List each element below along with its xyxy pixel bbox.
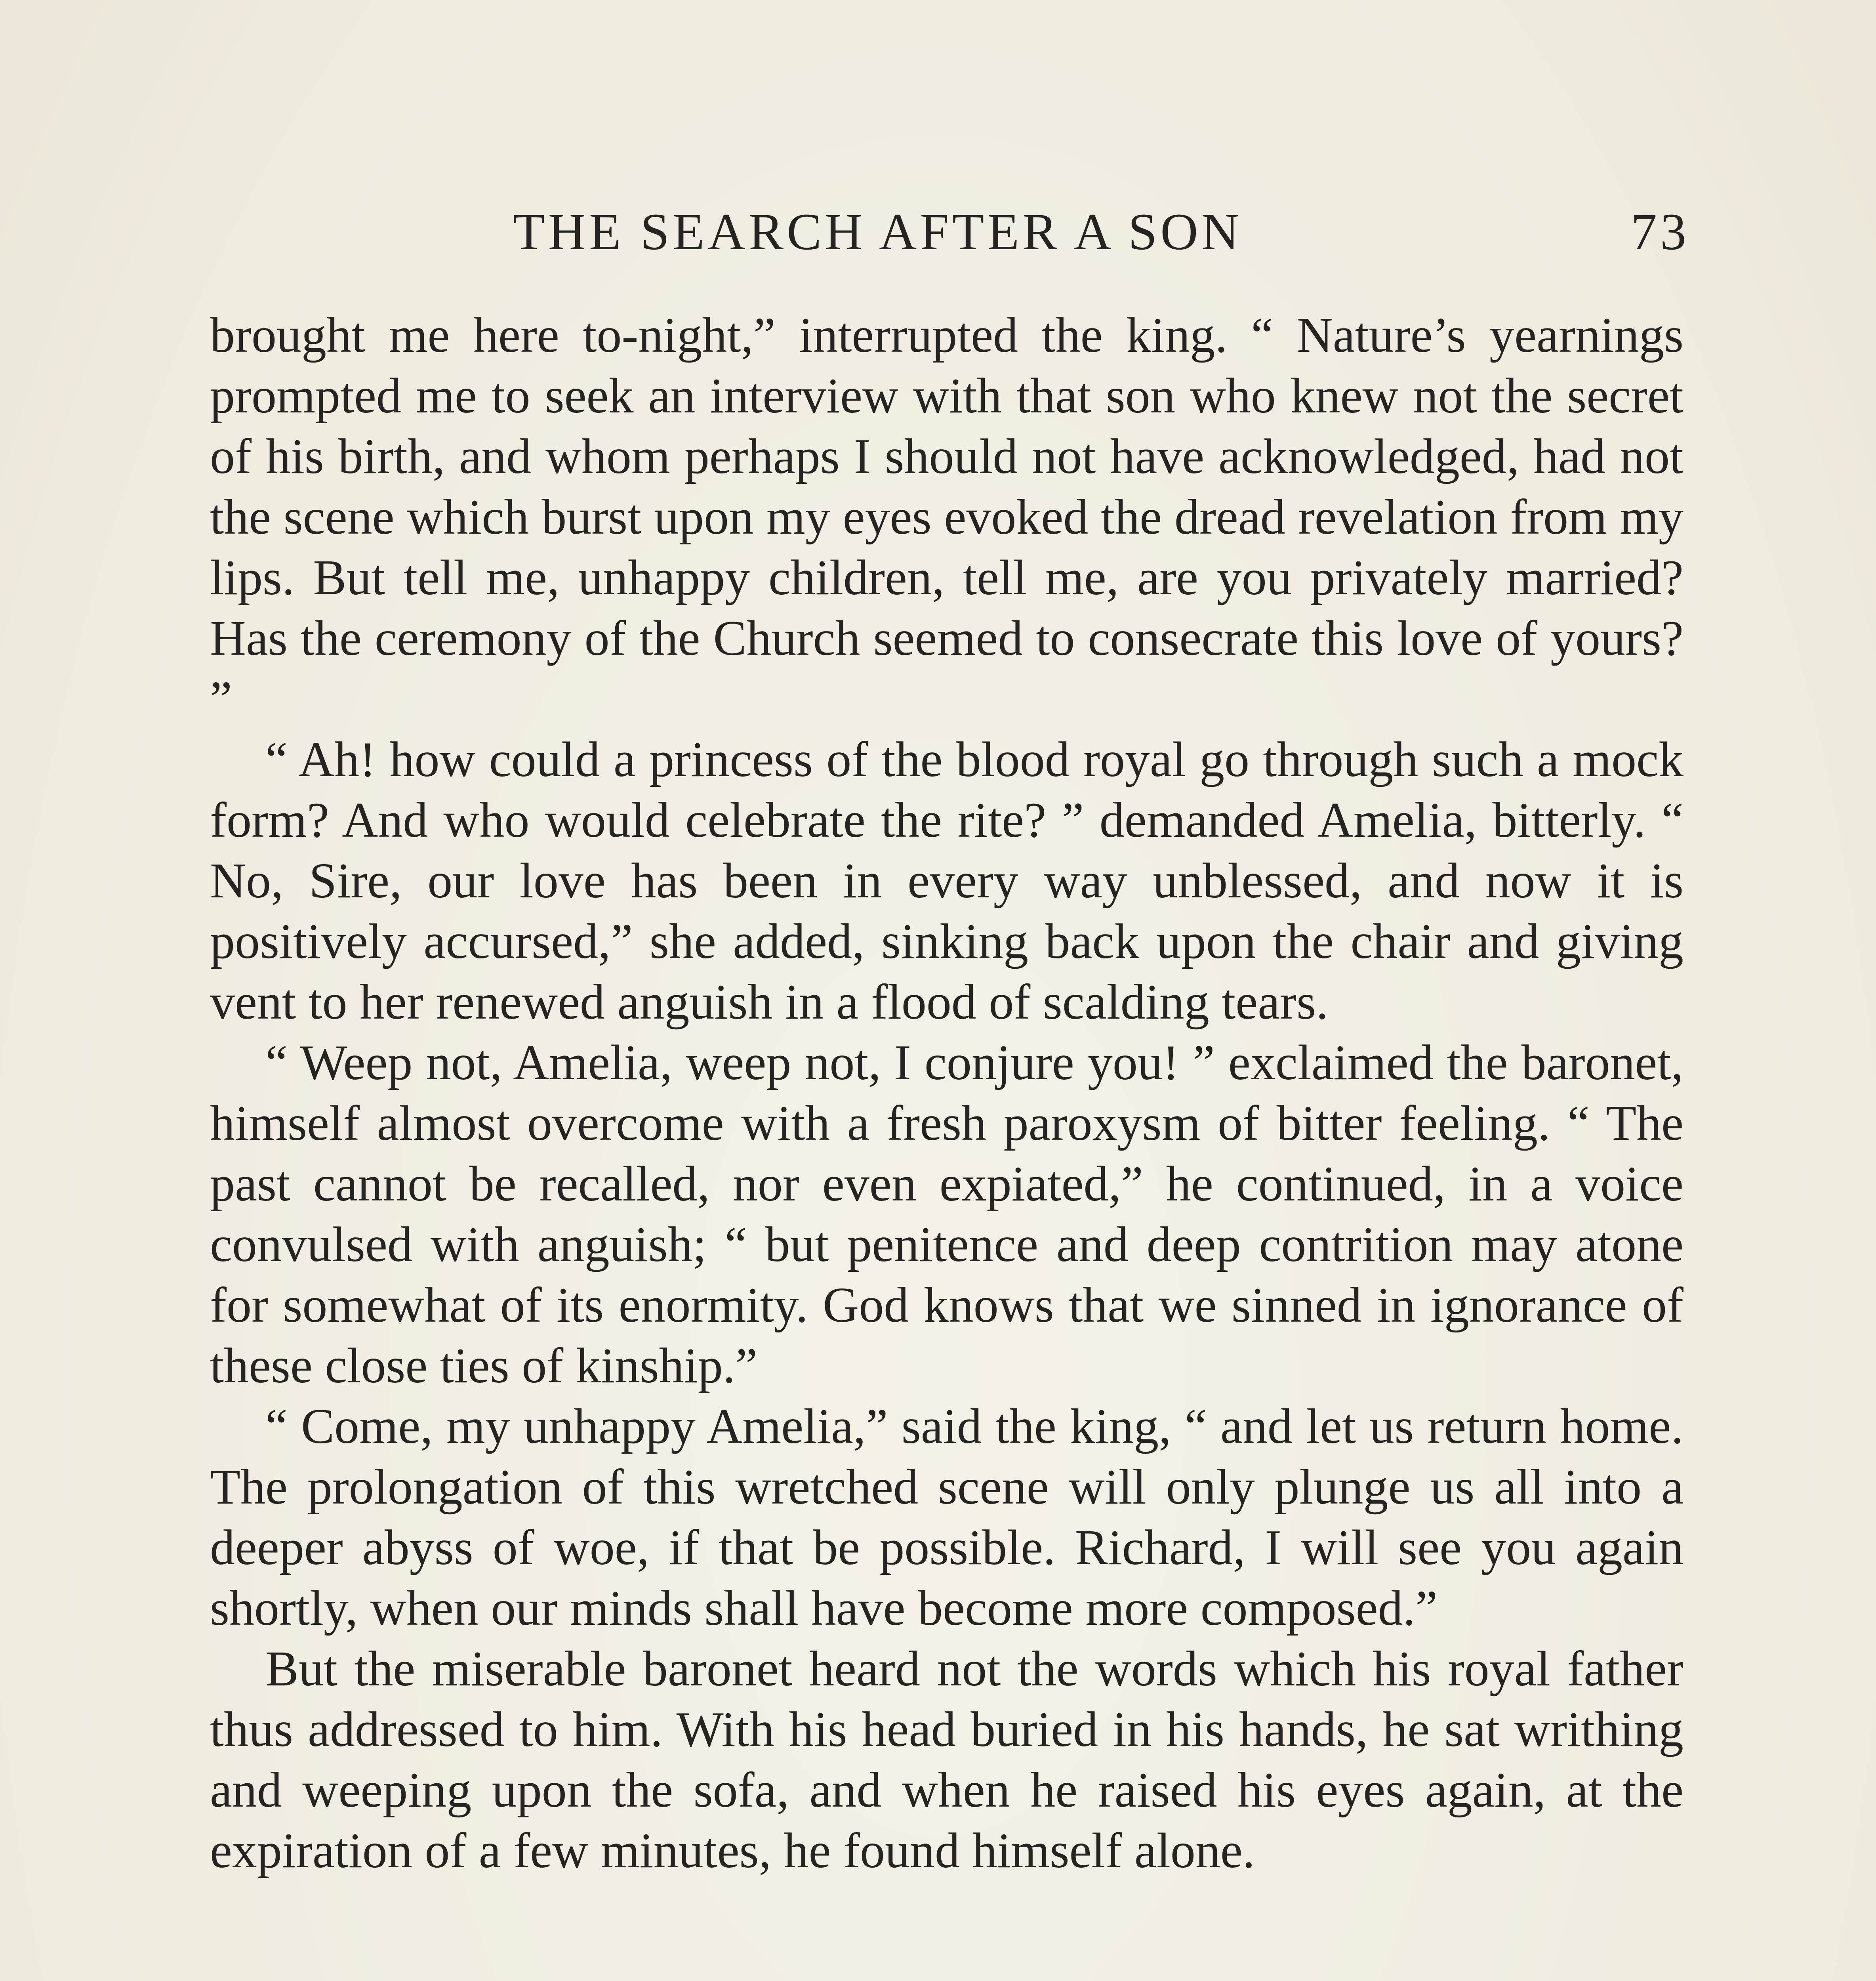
paragraph-1: brought me here to-night,” interrupted the king. “ Nature’s yearnings prompted me to seek an interview with that son who knew not the secret of his birth, and whom perhaps I should not have acknowledged, had not the scene which burst upon my eyes evoked the dread revelation from my lips. But tell me, unhappy children, tell me, are you privately married? Has the ceremony of the Church seemed to consecrate this love of yours? ” [210,308,1683,727]
paragraph-5: But the miserable baronet heard not the words which his royal father thus addressed to him. With his head buried in his hands, he sat writhing and weeping upon the sofa, and when he raised his eyes again, at the expiration of a few minutes, he found himself alone. [210,1641,1683,1878]
paragraph-3: “ Weep not, Amelia, weep not, I conjure you! ” exclaimed the baronet, himself almost overcome with a fresh paroxysm of bitter feeling. “ The past cannot be recalled, nor even expiated,” he continued, in a voice convulsed with anguish; “ but penitence and deep contrition may atone for somewhat of its enormity. God knows that we sinned in ignorance of these close ties of kinship.” [210,1035,1683,1393]
body-text [210,305,1683,1881]
page-number: 73 [1631,202,1689,261]
running-title: THE SEARCH AFTER A SON [513,202,1242,261]
paragraph-4: “ Come, my unhappy Amelia,” said the king, “ and let us return home. The prolongation of this wretched scene will only plunge us all into a deeper abyss of woe, if that be possible. Richard, I will see you again shortly, when our minds shall have become more composed.” [210,1399,1683,1636]
paragraph-2: “ Ah! how could a princess of the blood royal go through such a mock form? And who would celebrate the rite? ” demanded Amelia, bitterly. “ No, Sire, our love has been in every way unblessed, and now it is positively accursed,” she added, sinking back upon the chair and giving vent to her renewed anguish in a flood of scalding tears. [210,732,1683,1030]
running-head [513,200,1689,263]
